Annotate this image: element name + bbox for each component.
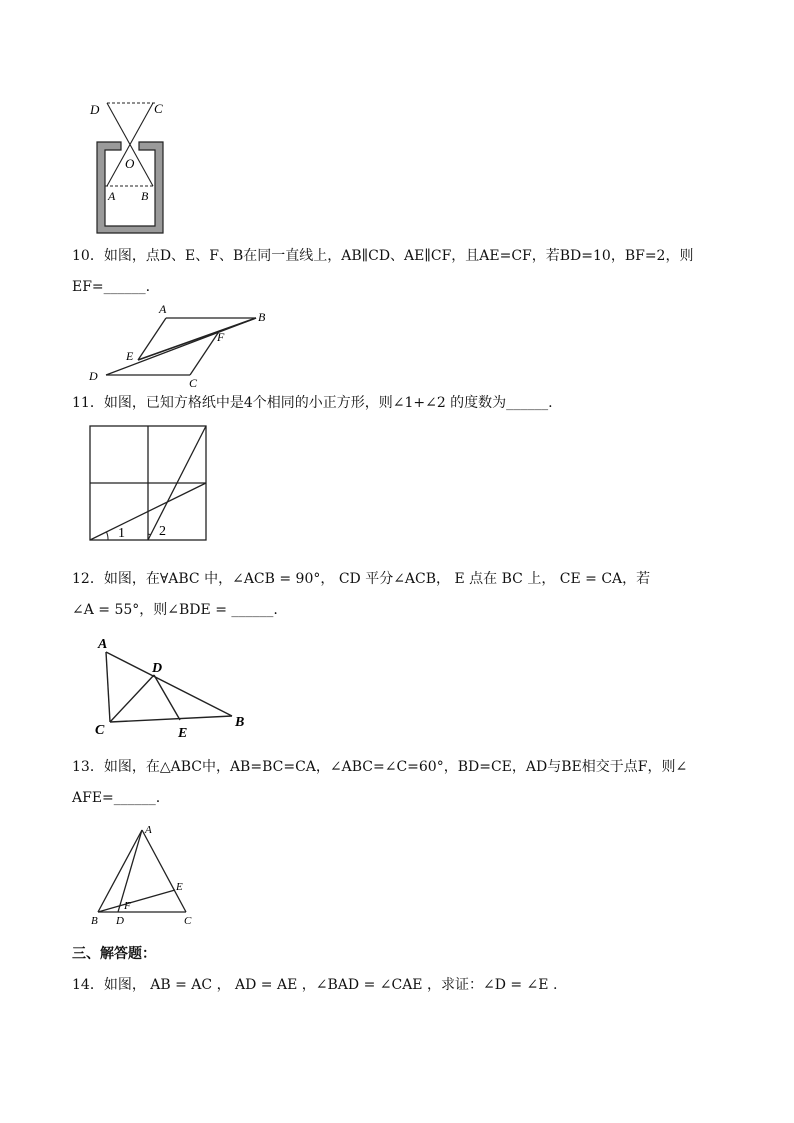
- label-C: C: [95, 723, 105, 738]
- label-D: D: [152, 661, 163, 676]
- label-B: B: [141, 189, 149, 203]
- q13-text-line1: 13．如图，在△ABC中，AB=BC=CA，∠ABC=∠C=60°，BD=CE，AD与BE相交于点F，则∠: [72, 759, 688, 775]
- label-D: D: [90, 102, 100, 117]
- figure-q10-parallelogram: [86, 302, 276, 388]
- label-A: A: [159, 302, 167, 316]
- label-D: D: [116, 915, 124, 927]
- label-F: F: [217, 330, 225, 344]
- angle-1-label: 1: [118, 526, 125, 541]
- label-E: E: [178, 726, 188, 741]
- label-D: D: [89, 369, 98, 383]
- label-C: C: [154, 101, 163, 116]
- label-A: A: [145, 824, 152, 836]
- q12-text-line2: ∠A = 55°，则∠BDE = ______.: [72, 602, 278, 618]
- label-E: E: [176, 881, 183, 893]
- angle-2-label: 2: [159, 524, 166, 539]
- label-B: B: [91, 915, 98, 927]
- figure-q13-equilateral: [88, 820, 208, 932]
- figure-q12-triangle: [92, 632, 262, 742]
- section-heading: 三、解答题：: [72, 946, 156, 962]
- label-O: O: [125, 156, 135, 171]
- figure-crossbar-frame: [80, 96, 180, 238]
- label-F: F: [124, 900, 131, 912]
- label-C: C: [189, 376, 198, 388]
- label-E: E: [126, 349, 134, 363]
- q10-text-line1: 10．如图，点D、E、F、B在同一直线上，AB∥CD、AE∥CF，且AE=CF，若BD=10，BF=2，则: [72, 248, 694, 264]
- figure-q11-grid: [88, 424, 210, 544]
- label-B: B: [235, 715, 245, 730]
- label-A: A: [98, 637, 108, 652]
- q10-text-line2: EF=______.: [72, 279, 151, 295]
- q11-text-line1: 11．如图，已知方格纸中是4个相同的小正方形，则∠1+∠2 的度数为______.: [72, 395, 553, 411]
- label-A: A: [108, 189, 116, 203]
- q12-text-line1: 12．如图，在∀ABC 中，∠ACB = 90°， CD 平分∠ACB， E 点在 BC 上， CE = CA，若: [72, 571, 651, 587]
- label-C: C: [184, 915, 192, 927]
- q13-text-line2: AFE=______.: [72, 790, 161, 806]
- q14-text-line1: 14．如图， AB = AC ， AD = AE ，∠BAD = ∠CAE ，求证：∠D = ∠E .: [72, 977, 558, 993]
- label-B: B: [258, 310, 266, 324]
